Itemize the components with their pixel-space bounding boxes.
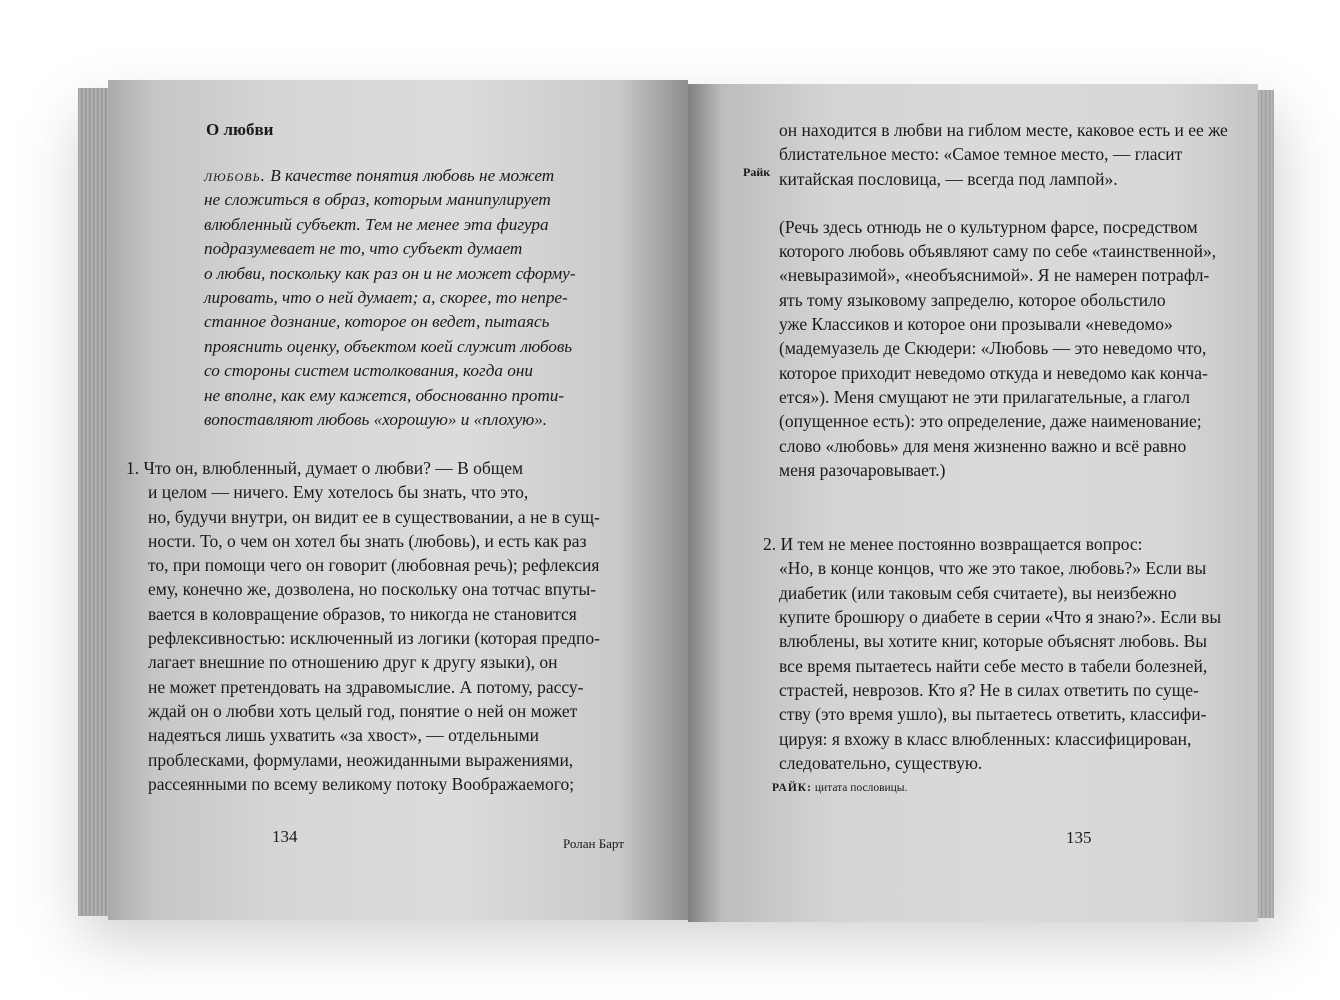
right-page xyxy=(688,84,1258,922)
body-line: 2. И тем не менее постоянно возвращается вопрос: xyxy=(763,534,1143,555)
intro-paragraph xyxy=(204,164,604,432)
body-line: то, при помощи чего он говорит (любовная речь); рефлексия xyxy=(148,555,600,576)
intro-line: любовь. В качестве понятия любовь не может xyxy=(204,166,555,185)
body-line: ждай он о любви хоть целый год, понятие о ней он может xyxy=(148,700,578,721)
page-number-left: 134 xyxy=(272,827,298,846)
body-line: лагает внешние по отношению друг к другу языки), он xyxy=(148,652,558,673)
body-line: «невыразимой», «необъяснимой». Я не намерен потрафл- xyxy=(779,265,1210,286)
body-line: которого любовь объявляют саму по себе «таинственной», xyxy=(779,241,1217,262)
body-line: уже Классиков и которое они прозывали «неведомо» xyxy=(779,314,1173,335)
intro-line: вопоставляют любовь «хорошую» и «плохую». xyxy=(204,410,548,430)
body-line: купите брошюру о диабете в серии «Что я знаю?». Если вы xyxy=(779,607,1222,628)
right-body-text xyxy=(763,118,1239,775)
body-line: надеяться лишь ухватить «за хвост», — отдельными xyxy=(148,725,540,746)
paragraph-gap xyxy=(779,191,1239,215)
body-line: ется»). Меня смущают не эти прилагательные, а глагол xyxy=(779,386,1190,407)
body-line: «Но, в конце концов, что же это такое, любовь?» Если вы xyxy=(779,558,1207,579)
intro-lead: любовь. xyxy=(204,166,266,185)
body-line: не может претендовать на здравомыслие. А потому, рассу- xyxy=(148,676,584,697)
body-line: он находится в любви на гиблом месте, каковое есть и ее же xyxy=(779,120,1228,140)
body-line: блистательное место: «Самое темное место, — гласит xyxy=(779,144,1183,165)
body-line: (Речь здесь отнюдь не о культурном фарсе, посредством xyxy=(779,216,1198,237)
body-line: цируя: я вхожу в класс влюбленных: классифицирован, xyxy=(779,728,1192,749)
footnote xyxy=(772,776,907,800)
body-line: ству (это время ушло), вы пытаетесь ответить, классифи- xyxy=(779,704,1207,725)
page-edges-left xyxy=(78,88,110,916)
running-head: Ролан Барт xyxy=(563,836,624,851)
body-line: ять тому языковому запределю, которое обольстило xyxy=(779,289,1166,310)
paragraph-gap xyxy=(779,482,1239,507)
intro-line: о любви, поскольку как раз он и не может сформу- xyxy=(204,263,576,283)
intro-line: станное дознание, которое он ведет, пытаясь xyxy=(204,312,550,332)
body-line: ности. То, о чем он хотел бы знать (любовь), и есть как раз xyxy=(148,530,587,551)
body-line: проблесками, формулами, неожиданными выражениями, xyxy=(148,749,574,770)
intro-line: влюбленный субъект. Тем не менее эта фигура xyxy=(204,214,549,234)
footnote-key: РАЙК: xyxy=(772,782,812,794)
body-line: (опущенное есть): это определение, даже наименование; xyxy=(779,411,1202,432)
margin-note: Райк xyxy=(743,165,771,179)
body-line: вается в коловращение образов, то никогда не становится xyxy=(148,603,577,624)
body-line: 1. Что он, влюбленный, думает о любви? — В общем xyxy=(126,458,524,478)
intro-line: подразумевает не то, что субъект думает xyxy=(204,239,523,259)
chapter-title: О любви xyxy=(206,120,274,139)
body-line: и целом — ничего. Ему хотелось бы знать, что это, xyxy=(148,482,529,503)
body-line: но, будучи внутри, он видит ее в существовании, а не в сущ- xyxy=(148,506,600,527)
body-line: ему, конечно же, дозволена, но поскольку она тотчас впуты- xyxy=(148,579,597,600)
footnote-text: цитата пословицы. xyxy=(811,782,908,794)
page-edges-right xyxy=(1256,90,1274,918)
intro-line: лировать, что о ней думает; а, скорее, то непре- xyxy=(204,288,568,308)
body-line: все время пытаетесь найти себе место в табели болезней, xyxy=(779,655,1208,676)
body-line: которое приходит неведомо откуда и неведомо как конча- xyxy=(779,362,1208,383)
body-line: страстей, неврозов. Кто я? Не в силах ответить по суще- xyxy=(779,679,1199,700)
intro-line: со стороны систем истолкования, когда они xyxy=(204,361,534,381)
body-line: меня разочаровывает.) xyxy=(779,459,946,480)
body-line: слово «любовь» для меня жизненно важно и всё равно xyxy=(779,435,1187,456)
body-line: китайская пословица, — всегда под лампой». xyxy=(779,168,1118,189)
intro-line: прояснить оценку, объектом коей служит любовь xyxy=(204,336,573,356)
paragraph-gap xyxy=(779,507,1239,532)
body-line: влюблены, вы хотите книг, которые объяснят любовь. Вы xyxy=(779,631,1208,652)
intro-line: не вполне, как ему кажется, обоснованно проти- xyxy=(204,385,565,405)
body-line: рефлексивностью: исключенный из логики (которая предпо- xyxy=(148,628,600,649)
intro-line: не сложиться в образ, которым манипулирует xyxy=(204,190,551,210)
body-line: диабетик (или таковым себя считаете), вы неизбежно xyxy=(779,582,1177,603)
body-line: (мадемуазель де Скюдери: «Любовь — это неведомо что, xyxy=(779,338,1207,359)
body-line: следовательно, существую. xyxy=(779,752,983,773)
page-number-right: 135 xyxy=(1066,828,1092,847)
body-line: рассеянными по всему великому потоку Воображаемого; xyxy=(148,773,575,794)
left-body-text xyxy=(126,456,600,796)
left-page xyxy=(108,80,688,920)
